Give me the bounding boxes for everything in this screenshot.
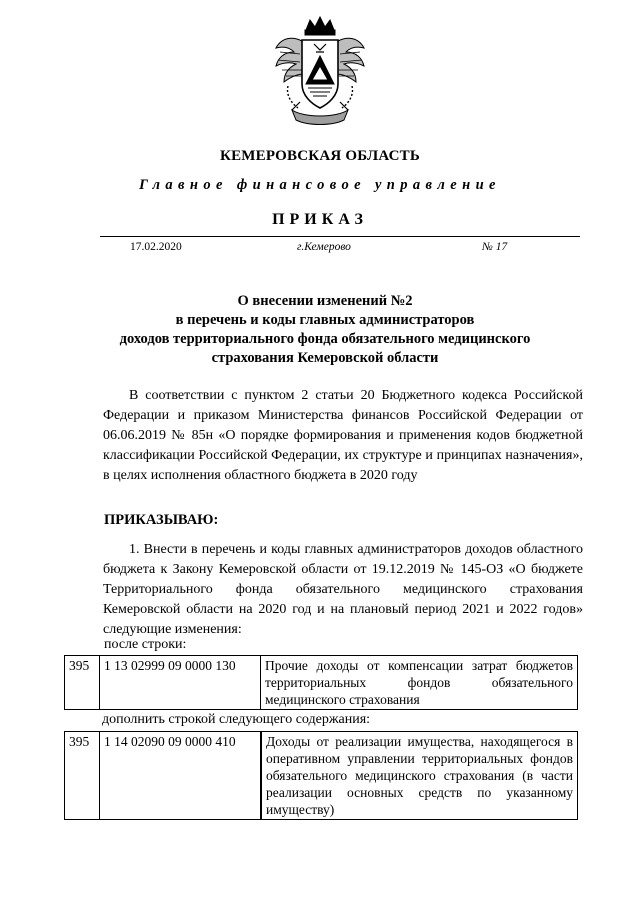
new-row-table [64, 731, 578, 820]
subject-line: О внесении изменений №2 [237, 293, 413, 309]
subject-line: доходов территориального фонда обязательного медицинского [119, 331, 531, 347]
admin-code-cell: 395 [65, 656, 100, 710]
existing-row-table [64, 655, 578, 710]
document-date: 17.02.2020 [130, 241, 182, 253]
header-divider [100, 236, 580, 237]
revenue-name-cell: Доходы от реализации имущества, находящегося в оперативном управлении территориальных фондов обязательного медицинского страхования (в части реализации основных средств по указанному имуществу) [261, 732, 578, 820]
document-type-title: ПРИКАЗ [272, 211, 368, 228]
document-number: № 17 [482, 241, 508, 253]
subject-line: в перечень и коды главных администраторов [175, 312, 475, 328]
subject-line: страхования Кемеровской области [211, 350, 439, 366]
order-subject [60, 292, 590, 368]
document-city: г.Кемерово [297, 241, 351, 253]
order-item-1: 1. Внести в перечень и коды главных администраторов доходов областного бюджета к Закону Кемеровской области от 19.12.2019 № 145-ОЗ «О бюджете Территориального фонда обязательного медицинского страхования Кемеровской области на 2020 год и на плановый период 2021 и 2022 годов» следующие изменения: [103, 542, 583, 637]
table-row [65, 656, 578, 710]
admin-code-cell: 395 [65, 732, 100, 820]
order-word: ПРИКАЗЫВАЮ: [104, 512, 219, 528]
coat-of-arms-emblem [270, 14, 370, 132]
table-row [65, 732, 578, 820]
budget-code-cell: 1 14 02090 09 0000 410 [100, 732, 262, 820]
department-title: Главное финансовое управление [139, 177, 501, 193]
preamble-paragraph: В соответствии с пунктом 2 статьи 20 Бюджетного кодекса Российской Федерации и приказом Министерства финансов Российской Федерации от 06.06.2019 № 85н «О порядке формирования и применения кодов бюджетной классификации Российской Федерации, их структуре и принципах назначения», в целях исполнения областного бюджета в 2020 году [103, 388, 583, 483]
budget-code-cell: 1 13 02999 09 0000 130 [100, 656, 261, 710]
after-row-label: после строки: [104, 637, 187, 652]
revenue-name-cell: Прочие доходы от компенсации затрат бюджетов территориальных фондов обязательного медицинского страхования [261, 656, 578, 710]
add-row-label: дополнить строкой следующего содержания: [102, 712, 371, 727]
region-title: КЕМЕРОВСКАЯ ОБЛАСТЬ [220, 148, 420, 164]
